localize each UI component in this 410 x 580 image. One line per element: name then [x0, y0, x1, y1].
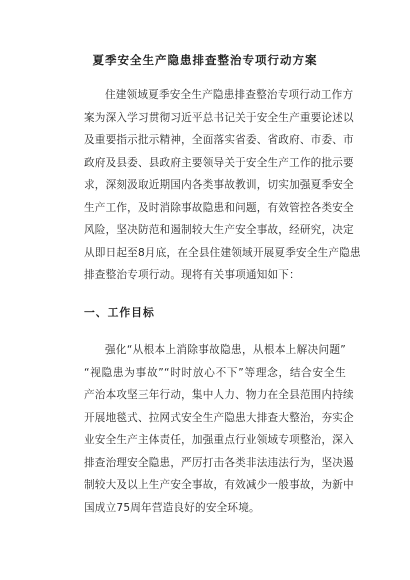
paragraph-line: 国成立75周年营造良好的安全环境。 — [84, 501, 260, 514]
paragraph-line: 案为深入学习贯彻习近平总书记关于安全生产重要论述以 — [84, 111, 354, 124]
paragraph-line: 生产工作，及时消除事故隐患和问题，有效管控各类安全 — [84, 201, 354, 214]
paragraph-line: 业安全生产主体责任，加强重点行业领域专项整治，深入 — [84, 434, 354, 446]
paragraph-line: 排查整治专项行动。现将有关事项通知如下： — [84, 269, 300, 281]
paragraph-line: 从即日起至8月底，在全县住建领域开展夏季安全生产隐患 — [84, 246, 361, 259]
paragraph-line: 排查治理安全隐患，严厉打击各类非法违法行为，坚决遏 — [84, 456, 354, 469]
paragraph-line: 制较大及以上生产安全事故，有效减少一般事故，为新中 — [84, 479, 354, 491]
paragraph-line: 及重要指示批示精神，全面落实省委、省政府、市委、市 — [84, 134, 354, 146]
paragraph-line: 强化“从根本上消除事故隐患，从根本上解决问题” — [105, 344, 346, 356]
paragraph-line: 风险，坚决防范和遏制较大生产安全事故，经研究，决定 — [84, 224, 354, 236]
section-heading: 一、工作目标 — [84, 306, 155, 319]
paragraph-line: 求，深刻汲取近期国内各类事故教训，切实加强夏季安全 — [84, 179, 354, 191]
paragraph-line: “视隐患为事故”“时时放心不下”等理念，结合安全生 — [84, 366, 346, 379]
paragraph-line: 开展地毯式、拉网式安全生产隐患大排查大整治，夯实企 — [84, 411, 354, 424]
paragraph-line: 住建领域夏季安全生产隐患排查整治专项行动工作方 — [105, 89, 354, 101]
intro-paragraph — [84, 84, 361, 287]
paragraph-line: 政府及县委、县政府主要领导关于安全生产工作的批示要 — [84, 156, 354, 169]
goals-paragraph — [84, 339, 354, 519]
paragraph-line: 产治本攻坚三年行动，集中人力、物力在全县范围内持续 — [84, 389, 354, 401]
document-title: 夏季安全生产隐患排查整治专项行动方案 — [92, 53, 318, 67]
